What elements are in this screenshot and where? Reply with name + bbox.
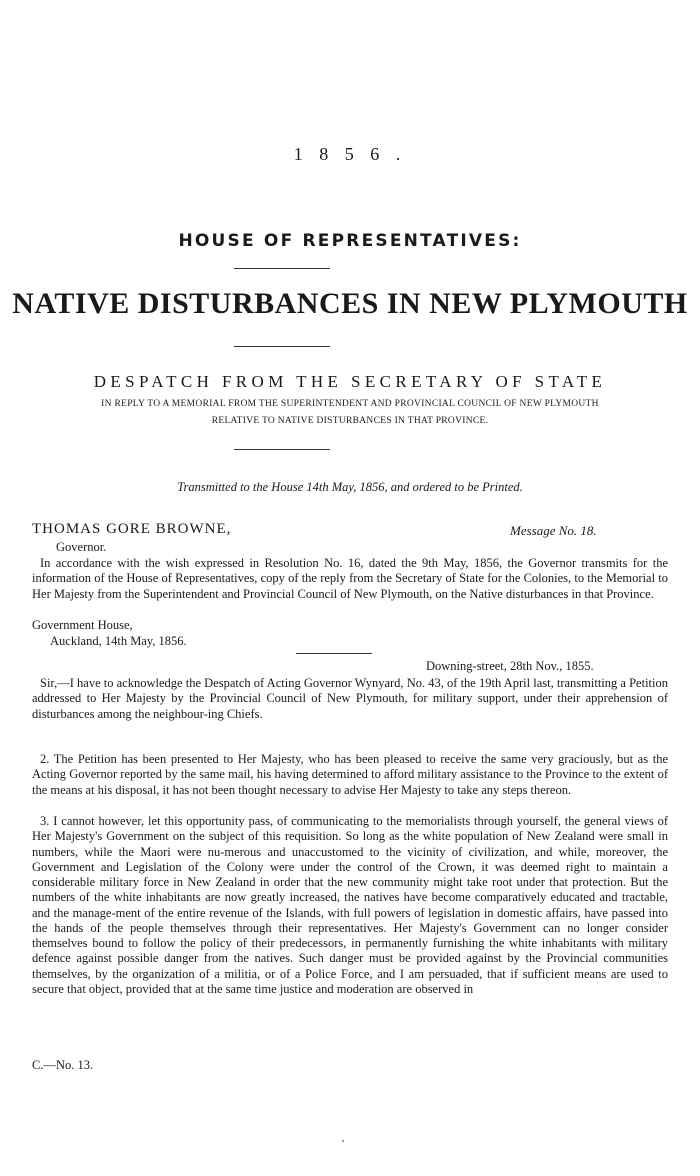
page-mark: [342, 1140, 344, 1142]
sender-name: THOMAS GORE BROWNE,: [32, 521, 232, 537]
sender-role: Governor.: [56, 540, 107, 554]
subtitle-line-1: IN REPLY TO A MEMORIAL FROM THE SUPERINTENDENT AND PROVINCIAL COUNCIL OF NEW PLYMOUTH: [101, 399, 599, 409]
paragraph-2: 2. The Petition has been presented to Her Majesty, who has been pleased to receive the same very graciously, but as the Acting Governor reported by the same mail, his having determined to afford military assistance to the Province to the extent of the means at his disposal, it has not been thought necessary to advise Her Majesty to take any steps thereon.: [32, 752, 668, 797]
divider: [296, 653, 372, 654]
paragraph-3: 3. I cannot however, let this opportunity pass, of communicating to the memorialists through yourself, the general views of Her Majesty's Government on the subject of this requisition. So long as the white population of New Zealand were small in numbers, while the Maori were nu-merous and unaccustomed to the vicinity of civilization, and while, moreover, the Government and Legislation of the Colony were under the control of the Crown, it was deemed right to maintain a considerable military force in New Zealand in order that the new community might take root under that protection. But the numbers of the white inhabitants are now greatly increased, the natives have become comparatively educated and tractable, and the manage-ment of the entire revenue of the Islands, with full powers of legislation in domestic affairs, have passed into the hands of the people themselves through their representatives. Her Majesty's Government can no longer consider themselves bound to follow the policy of their predecessors, in permanently furnishing the white inhabitants with military defence against possible danger from the natives. Such danger must be provided against by the Provincial communities themselves, by the organization of a militia, or of a Police Force, and I am persuaded, that if sufficient means are used to secure that object, provided that at the same time justice and moderation are observed in: [32, 814, 668, 996]
year: 1 8 5 6 .: [293, 144, 407, 164]
sender-place: Government House,: [32, 618, 133, 632]
divider: [234, 449, 330, 450]
document-title: NATIVE DISTURBANCES IN NEW PLYMOUTH: [12, 287, 688, 320]
divider: [234, 346, 330, 347]
paragraph-1: Sir,—I have to acknowledge the Despatch of Acting Governor Wynyard, No. 43, of the 19th April last, transmitting a Petition addressed to Her Majesty by the Provincial Council of New Plymouth, for military support, under their apprehension of disturbances among the neighbour-ing Chiefs.: [32, 676, 668, 721]
despatch-dateline: Downing-street, 28th Nov., 1855.: [426, 659, 594, 673]
sender-date: Auckland, 14th May, 1856.: [50, 634, 187, 648]
transmitted-note: Transmitted to the House 14th May, 1856, and ordered to be Printed.: [177, 480, 523, 494]
message-number: Message No. 18.: [510, 523, 597, 538]
message-body: In accordance with the wish expressed in Resolution No. 16, dated the 9th May, 1856, the Governor transmits for the information of the House of Representatives, copy of the reply from the Secretary of State for the Colonies, to the Memorial to Her Majesty from the Superintendent and Provincial Council of New Plymouth, on the Native disturbances in that Province.: [32, 556, 668, 601]
subtitle-line-2: RELATIVE TO NATIVE DISTURBANCES IN THAT PROVINCE.: [211, 416, 489, 426]
house-heading: HOUSE OF REPRESENTATIVES:: [178, 231, 522, 251]
despatch-heading: DESPATCH FROM THE SECRETARY OF STATE: [93, 372, 607, 391]
document-code: C.—No. 13.: [32, 1058, 94, 1072]
divider: [234, 268, 330, 269]
